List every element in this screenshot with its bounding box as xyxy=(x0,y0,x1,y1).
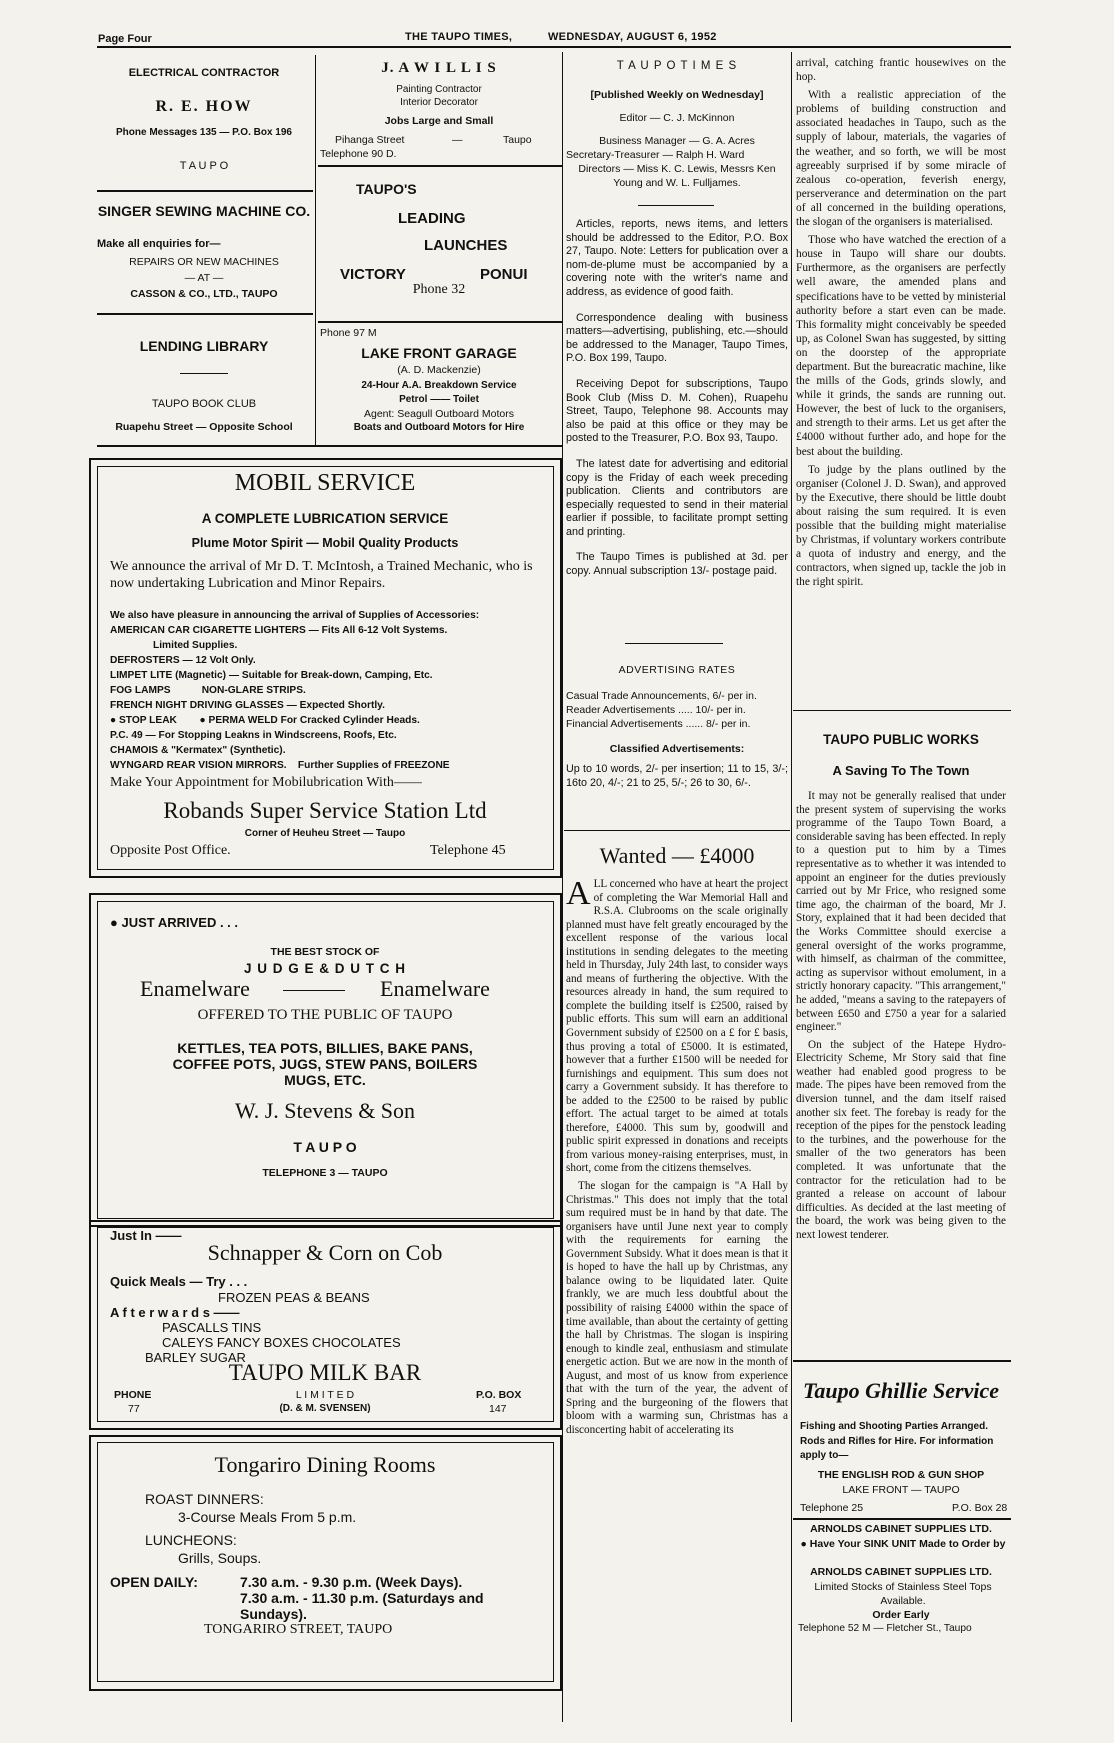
ad-hire: Boats and Outboard Motors for Hire xyxy=(353,422,525,433)
section-rule xyxy=(793,1518,1011,1520)
ad-divider xyxy=(318,165,562,167)
ad-name: LAKE FRONT GARAGE xyxy=(361,345,517,361)
ad-grills: Grills, Soups. xyxy=(178,1550,262,1566)
ad-item: ● STOP LEAK ● PERMA WELD For Cracked Cylinder Heads. xyxy=(110,715,420,726)
ad-line: Rods and Rifles for Hire. For information apply to— xyxy=(800,1436,994,1461)
ad-item: FOG LAMPS NON-GLARE STRIPS. xyxy=(110,685,306,696)
ad-item: WYNGARD REAR VISION MIRRORS. Further Supplies of FREEZONE xyxy=(110,760,450,771)
ad-line: LAUNCHES xyxy=(424,237,508,254)
issue-date: WEDNESDAY, AUGUST 6, 1952 xyxy=(548,31,717,43)
ad-phone: Phone Messages 135 — P.O. Box 196 xyxy=(115,127,292,138)
paper-name: THE TAUPO TIMES, xyxy=(405,31,513,43)
ad-have: ● Have Your SINK UNIT Made to Order by xyxy=(800,1538,1006,1550)
ad-item: CHAMOIS & "Kermatex" (Synthetic). xyxy=(110,745,286,756)
masthead-rule xyxy=(638,205,714,206)
notes-paragraph: The latest date for advertising and editorial copy is the Friday of each week preceding publication. Clients and contributors are especially requested to send in their material earlier if possible, to facilitate prompt setting and printing. xyxy=(566,457,788,538)
ad-divider xyxy=(97,190,313,192)
ad-name: LENDING LIBRARY xyxy=(139,338,269,354)
rates-title: ADVERTISING RATES xyxy=(618,664,736,676)
ad-box: 147 xyxy=(489,1403,507,1415)
column-rule xyxy=(562,52,563,1722)
ad-line: Painting Contractor xyxy=(396,84,482,95)
ad-shop: THE ENGLISH ROD & GUN SHOP xyxy=(817,1469,985,1481)
ad-tongariro-inner-frame xyxy=(97,1442,554,1682)
ad-name: W. J. Stevens & Son xyxy=(234,1098,416,1123)
ad-enquiry: Make all enquiries for— xyxy=(97,238,221,250)
notes-paragraph: Receiving Depot for subscriptions, Taupo Book Club (Miss D. M. Cohen), Ruapehu Street, Taupo, Telephone 98. Accounts may also be paid at this office or they may be posted to the Treasurer, P.O. Box 93, Taupo. xyxy=(566,377,788,445)
ad-title: MOBIL SERVICE xyxy=(234,470,416,496)
ad-phone-label: PHONE xyxy=(114,1389,152,1401)
ad-town: T A U P O xyxy=(293,1139,357,1155)
rates-reader: Reader Advertisements ..... 10/- per in. xyxy=(566,704,746,716)
ad-phone: 77 xyxy=(128,1403,140,1415)
ad-casson: CASSON & CO., LTD., TAUPO xyxy=(130,288,278,300)
ad-repairs: REPAIRS OR NEW MACHINES xyxy=(129,256,279,268)
article-paragraph: To judge by the plans outlined by the organiser (Colonel J. D. Swan), and approved by the Executive, there should be little doubt about raising the sum required. It is even possible that the building might materialise by Christmas, if voluntary workers contribute a quota of industry and energy, and the contractors, when signed up, tackle the job in the right spirit. xyxy=(796,463,1006,589)
ad-petrol: Petrol —— Toilet xyxy=(399,394,479,405)
wanted-headline: Wanted — £4000 xyxy=(599,843,755,868)
ad-limited: Limited Stocks of Stainless Steel Tops Available. xyxy=(814,1581,992,1607)
ad-roast: ROAST DINNERS: xyxy=(145,1491,264,1507)
ad-quick: Quick Meals — Try . . . xyxy=(110,1274,248,1289)
ad-owners: (D. & M. SVENSEN) xyxy=(279,1403,371,1414)
ad-divider xyxy=(97,313,313,315)
ad-phone: Phone 97 M xyxy=(320,327,377,339)
ad-lunch: LUNCHEONS: xyxy=(145,1532,237,1548)
ad-list: MUGS, ETC. xyxy=(284,1072,366,1088)
masthead-manager: Business Manager — G. A. Acres xyxy=(599,135,755,147)
ad-announce: We announce the arrival of Mr D. T. McIntosh, a Trained Mechanic, who is now undertaking Lubrication and Minor Repairs. xyxy=(110,559,533,591)
ad-open: OPEN DAILY: xyxy=(110,1574,198,1590)
article-paragraph: arrival, catching frantic housewives on the hop. xyxy=(796,57,1006,84)
section-rule xyxy=(793,1360,1011,1362)
ad-owner: (A. D. Mackenzie) xyxy=(397,364,481,376)
ad-list: KETTLES, TEA POTS, BILLIES, BAKE PANS, xyxy=(177,1040,473,1056)
masthead-directors: Directors — Miss K. C. Lewis, Messrs Ken Young and W. L. Fulljames. xyxy=(578,163,776,189)
ad-pascalls: PASCALLS TINS xyxy=(162,1320,262,1335)
rates-classified: Classified Advertisements: xyxy=(609,743,745,755)
ad-item: DEFROSTERS — 12 Volt Only. xyxy=(110,655,256,666)
ad-line: Fishing and Shooting Parties Arranged. xyxy=(800,1421,988,1432)
masthead-secretary: Secretary-Treasurer — Ralph H. Ward xyxy=(566,149,745,161)
article-paragraph: It may not be generally realised that under the present system of supervising the works programme of the Taupo Town Board, a considerable saving has been effected. In reply to a question put to him by a Times representative as to whether it was intended to appoint an engineer for the duties previously carried out by Mr Frice, who resigned some time ago, the chairman of the board, Mr J. Story, explained that it had been decided that the Works Committee should exercise a general oversight of the works programme, with himself, as chairman of the committee, acting as supervisor without emolument, in a strictly honorary capacity. "This arrangement," he added, "means a saving to the ratepayers of between £650 and £750 a year for a salaried engineer." xyxy=(796,790,1006,1034)
ad-enamel-left: Enamelware xyxy=(140,976,250,1001)
ad-hours: Sundays). xyxy=(240,1606,307,1622)
ad-just-in: Just In —— xyxy=(110,1228,182,1243)
ad-hours: 7.30 a.m. - 9.30 p.m. (Week Days). xyxy=(240,1574,463,1590)
ad-divider xyxy=(318,321,562,323)
ad-schnapper: Schnapper & Corn on Cob xyxy=(207,1240,443,1265)
ad-name: TAUPO MILK BAR xyxy=(228,1360,422,1385)
ad-kicker: ELECTRICAL CONTRACTOR xyxy=(128,67,280,79)
notes-paragraph: Articles, reports, news items, and letters should be addressed to the Editor, P.O. Box 27, Taupo. Note: Letters for publication over a nom-de-plume must be accompanied by a covering note with the writer's name and address, as evidence of good faith. xyxy=(566,218,788,298)
ad-divider xyxy=(97,445,562,447)
ad-station: Robands Super Service Station Ltd xyxy=(163,798,487,823)
ad-frozen: FROZEN PEAS & BEANS xyxy=(218,1290,370,1305)
ad-item: P.C. 49 — For Stopping Leakns in Windscreens, Roofs, Etc. xyxy=(110,730,397,741)
ad-judge-dutch: J U D G E & D U T C H xyxy=(243,961,406,976)
ad-also: We also have pleasure in announcing the arrival of Supplies of Accessories: xyxy=(110,610,480,621)
section-rule xyxy=(564,830,790,831)
ad-item: AMERICAN CAR CIGARETTE LIGHTERS — Fits All 6-12 Volt Systems. xyxy=(110,625,448,636)
ad-enamel-right: Enamelware xyxy=(380,976,490,1001)
ad-name: Tongariro Dining Rooms xyxy=(214,1452,436,1477)
ad-line: Interior Decorator xyxy=(400,97,478,108)
ad-appointment: Make Your Appointment for Mobilubrication With—— xyxy=(110,775,422,790)
header-rule xyxy=(97,46,1011,48)
ad-barley: BARLEY SUGAR xyxy=(145,1350,246,1365)
works-article xyxy=(796,790,1006,1247)
ad-item: LIMPET LITE (Magnetic) — Suitable for Break-down, Camping, Etc. xyxy=(110,670,433,681)
editorial-continued xyxy=(796,56,1006,593)
ad-name: Taupo Ghillie Service xyxy=(803,1378,999,1403)
ad-opposite: Opposite Post Office. xyxy=(110,843,231,858)
article-text: LL concerned who have at heart the project of completing the War Memorial Hall and R.S.A. Clubrooms on the scale originally planned must have felt greatly encouraged by the excellent response of the various local institutions in sending delegates to the meeting held in Thursday, July 24th last, to consider ways and means of furthering the objective. With the resources already in hand, the sum required to complete the building itself is £2500, raised by public efforts. This sum will earn an additional Government subsidy of £2500 on a £ for £ basis, thus proving a total of £5000. It is estimated, however that a further £1500 will be needed for furnishings and equipment. This sum does not carry a Government subsidy. It has therefore to be added to the £2500 to be raised by public effort. The actual target to be aimed at totals therefore, £4000. This sum by, goodwill and public spirit expressed in donations and receipts from various money-raising enterprises, must, in short, come from the citizens themselves. xyxy=(566,878,788,1175)
ad-at: — AT — xyxy=(184,272,224,284)
works-subheadline: A Saving To The Town xyxy=(832,763,970,778)
column-rule xyxy=(315,55,316,445)
ad-line: Jobs Large and Small xyxy=(384,115,494,127)
ad-offered: OFFERED TO THE PUBLIC OF TAUPO xyxy=(197,1007,453,1023)
notes-paragraph: Correspondence dealing with business matters—advertising, publishing, etc.—should be addressed to the Manager, Taupo Times, P.O. Box 199, Taupo. xyxy=(566,311,788,365)
ad-rule xyxy=(180,373,228,374)
article-paragraph: Those who have watched the erection of a house in Taupo will share our doubts. Furthermore, as the organisers are perfectly well aware, the amended plans and specifications have to be vetted by ministerial authority before a start even can be made. This formality might conceivably be speeded up, as Colonel Swan has suggested, by sitting on the doorstep of the appropriate department. But the bureacratic machine, like the mills of the Gods, grinds slowly, and while it grinds, the sands are running out. However, the best of luck to the organisers, and strength to their arms. Let us get after the £4000 without further ado, and hope for the best about the building. xyxy=(796,234,1006,458)
ad-town: T A U P O xyxy=(179,160,229,172)
ad-best: THE BEST STOCK OF xyxy=(270,946,380,958)
ad-name: R. E. HOW xyxy=(155,98,253,115)
ad-phone: Telephone 90 D. xyxy=(320,148,397,160)
section-rule xyxy=(793,710,1011,711)
ad-order: Order Early xyxy=(872,1609,930,1621)
ad-caleys: CALEYS FANCY BOXES CHOCOLATES xyxy=(162,1335,401,1350)
ad-agent: Agent: Seagull Outboard Motors xyxy=(363,408,514,420)
ad-street: TONGARIRO STREET, TAUPO xyxy=(204,1622,393,1637)
wanted-article xyxy=(566,875,788,1441)
ad-name: SINGER SEWING MACHINE CO. xyxy=(97,203,311,219)
ad-item: Limited Supplies. xyxy=(153,640,238,651)
works-headline: TAUPO PUBLIC WORKS xyxy=(823,732,979,747)
ad-box-label: P.O. BOX xyxy=(476,1389,522,1401)
ad-boat: PONUI xyxy=(480,266,528,283)
ad-just-arrived: ● JUST ARRIVED . . . xyxy=(110,915,239,930)
ad-name: J. A W I L L I S xyxy=(381,60,497,76)
ad-rule xyxy=(283,990,345,991)
rates-casual: Casual Trade Announcements, 6/- per in. xyxy=(566,690,757,702)
article-paragraph: With a realistic appreciation of the problems of building construction and associated headaches in Taupo, such as the supply of labour, materials, the vagaries of the weather, and so forth, we will be most agreeably surprised if by some miracle of zealous co-operation, feverish energy, perserverance and determination on the part of all concerned in the building operations, the slogan of the organisers is materialised. xyxy=(796,89,1006,229)
ad-phone: Phone 32 xyxy=(412,282,466,297)
ad-corner: Corner of Heuheu Street — Taupo xyxy=(244,828,406,839)
ad-street: Pihanga Street xyxy=(335,134,405,146)
rates-financial: Financial Advertisements ...... 8/- per in. xyxy=(566,718,751,730)
ad-box: P.O. Box 28 xyxy=(952,1502,1008,1514)
ad-limited: L I M I T E D xyxy=(295,1389,355,1401)
drop-cap: A xyxy=(566,875,591,912)
notes-paragraph: The Taupo Times is published at 3d. per copy. Annual subscription 13/- postage paid. xyxy=(566,551,788,578)
ad-item: FRENCH NIGHT DRIVING GLASSES — Expected Shortly. xyxy=(110,700,385,711)
ad-list: COFFEE POTS, JUGS, STEW PANS, BOILERS xyxy=(172,1056,478,1072)
ad-club: TAUPO BOOK CLUB xyxy=(151,398,257,410)
ad-name-2: ARNOLDS CABINET SUPPLIES LTD. xyxy=(810,1566,992,1578)
ad-line: TAUPO'S xyxy=(356,181,417,197)
ad-service: 24-Hour A.A. Breakdown Service xyxy=(361,380,517,391)
column-rule xyxy=(791,52,792,1722)
page-number: Page Four xyxy=(98,33,152,45)
rates-classified-text: Up to 10 words, 2/- per insertion; 11 to 15, 3/-; 16to 20, 4/-; 21 to 25, 5/-; 26 to 30, 6/-. xyxy=(566,763,788,789)
masthead-title: T A U P O T I M E S xyxy=(616,60,738,72)
ad-afterwards: A f t e r w a r d s —— xyxy=(110,1305,240,1320)
ad-dash: — xyxy=(452,134,463,146)
masthead-weekly: [Published Weekly on Wednesday] xyxy=(590,89,764,101)
masthead-notes xyxy=(566,218,788,587)
ad-telephone: Telephone 25 xyxy=(800,1502,864,1514)
ad-hours: 7.30 a.m. - 11.30 p.m. (Saturdays and xyxy=(240,1590,484,1606)
article-paragraph xyxy=(566,875,788,1176)
ad-subtitle: A COMPLETE LUBRICATION SERVICE xyxy=(201,511,449,526)
ad-telephone: Telephone 52 M — Fletcher St., Taupo xyxy=(798,1623,972,1634)
ad-boat: VICTORY xyxy=(340,266,406,283)
rates-rule xyxy=(625,643,723,644)
ad-town: Taupo xyxy=(503,134,532,146)
ad-name: ARNOLDS CABINET SUPPLIES LTD. xyxy=(810,1523,992,1535)
ad-telephone: TELEPHONE 3 — TAUPO xyxy=(262,1167,388,1179)
ad-course: 3-Course Meals From 5 p.m. xyxy=(178,1509,357,1525)
ad-telephone: Telephone 45 xyxy=(430,843,506,858)
ad-lake: LAKE FRONT — TAUPO xyxy=(842,1484,960,1496)
article-paragraph: On the subject of the Hatepe Hydro-Electricity Scheme, Mr Story said that fine weather had enabled good progress to be made. The pipes have been removed from the diversion tunnel, and the dam itself raised another six feet. The forebay is ready for the reception of the pipes for the penstock leading to the turbines, and the powerhouse for the smaller of the two generators has been completed. It was unfortunate that the contractor for the reticulation had to be granted a release on account of labour difficulties. As decided at the last meeting of the board, the work was being given to the next lowest tenderer. xyxy=(796,1038,1006,1241)
ad-plume: Plume Motor Spirit — Mobil Quality Products xyxy=(191,536,459,550)
ad-address: Ruapehu Street — Opposite School xyxy=(115,421,293,433)
article-paragraph: The slogan for the campaign is "A Hall by Christmas." This does not imply that the total sum required must be in hand by that date. The organisers have until June next year to comply with the requirements for earning the Government Subsidy. What it does mean is that it is hoped to have the hall up by Christmas, any balance owing to be liquidated later. Quite frankly, we are much less doubtful about the possibility of raising £4000 within the space of time available, than about the certainty of getting the hall by Christmas. The slogan is inspiring enough to kindle zeal, enthusiasm and stimulate energetic action. But we are now in the month of August, and most of us know from experience that with the turn of the year, the advent of Spring and the burgeoning of the flowers that bloom with a warming sun, Christmas has a disconcerting habit of accelerating its xyxy=(566,1180,788,1436)
masthead-editor: Editor — C. J. McKinnon xyxy=(619,112,735,124)
ad-line: LEADING xyxy=(398,210,466,227)
